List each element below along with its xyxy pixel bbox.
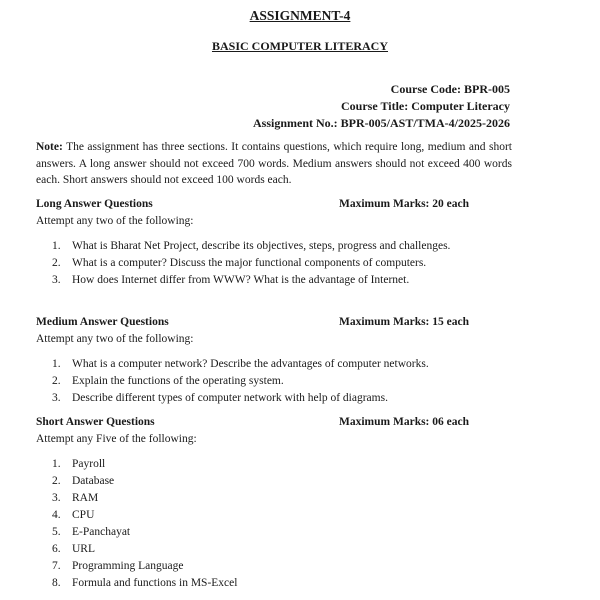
question-text: URL [72, 543, 95, 555]
list-item [52, 255, 450, 272]
question-text: Formula and functions in MS-Excel [72, 577, 238, 589]
list-item [52, 373, 429, 390]
list-item [52, 238, 450, 255]
medium-section-title: Medium Answer Questions [36, 316, 169, 328]
question-number: 3. [52, 492, 61, 504]
long-section-title: Long Answer Questions [36, 198, 153, 210]
question-number: 1. [52, 240, 61, 252]
long-section-instruction: Attempt any two of the following: [36, 215, 194, 227]
list-item [52, 473, 237, 490]
page-subtitle: BASIC COMPUTER LITERACY [211, 39, 389, 53]
question-text: Programming Language [72, 560, 184, 572]
list-item [52, 524, 237, 541]
medium-section-marks: Maximum Marks: 15 each [339, 316, 469, 328]
short-section-marks: Maximum Marks: 06 each [339, 416, 469, 428]
short-section-title: Short Answer Questions [36, 416, 155, 428]
question-text: Database [72, 475, 115, 487]
question-number: 1. [52, 458, 61, 470]
medium-section-instruction: Attempt any two of the following: [36, 333, 194, 345]
list-item [52, 390, 429, 407]
list-item [52, 490, 237, 507]
question-number: 2. [52, 257, 61, 269]
assignment-number: Assignment No.: BPR-005/AST/TMA-4/2025-2026 [253, 116, 510, 130]
note-paragraph [36, 139, 512, 189]
question-number: 1. [52, 358, 61, 370]
question-text: CPU [72, 509, 95, 521]
question-number: 7. [52, 560, 61, 572]
question-number: 3. [52, 274, 61, 286]
course-code: Course Code: BPR-005 [390, 82, 510, 96]
question-text: Describe different types of computer network with help of diagrams. [72, 392, 388, 404]
short-question-list [52, 456, 237, 592]
short-section-instruction: Attempt any Five of the following: [36, 433, 197, 445]
medium-question-list [52, 356, 429, 407]
question-number: 2. [52, 375, 61, 387]
list-item [52, 558, 237, 575]
question-number: 8. [52, 577, 61, 589]
question-text: Payroll [72, 458, 106, 470]
question-text: What is Bharat Net Project, describe its objectives, steps, progress and challenges. [72, 240, 451, 252]
page-title: ASSIGNMENT-4 [249, 8, 351, 23]
list-item [52, 575, 237, 592]
list-item [52, 272, 450, 289]
question-text: RAM [72, 492, 99, 504]
question-number: 3. [52, 392, 61, 404]
question-number: 4. [52, 509, 61, 521]
list-item [52, 507, 237, 524]
list-item [52, 356, 429, 373]
question-number: 2. [52, 475, 61, 487]
long-question-list [52, 238, 450, 289]
question-number: 5. [52, 526, 61, 538]
question-text: How does Internet differ from WWW? What is the advantage of Internet. [72, 274, 410, 286]
note-text: The assignment has three sections. It contains questions, which require long, medium and short answers. A long answer should not exceed 700 words. Medium answers should not exceed 400 words each. Short answers should not exceed 100 words each. [36, 141, 512, 186]
course-title: Course Title: Computer Literacy [341, 99, 510, 113]
question-text: Explain the functions of the operating system. [72, 375, 284, 387]
question-number: 6. [52, 543, 61, 555]
question-text: What is a computer? Discuss the major functional components of computers. [72, 257, 427, 269]
list-item [52, 456, 237, 473]
long-section-marks: Maximum Marks: 20 each [339, 198, 469, 210]
question-text: E-Panchayat [72, 526, 131, 538]
note-label: Note: [36, 141, 63, 153]
list-item [52, 541, 237, 558]
question-text: What is a computer network? Describe the advantages of computer networks. [72, 358, 429, 370]
